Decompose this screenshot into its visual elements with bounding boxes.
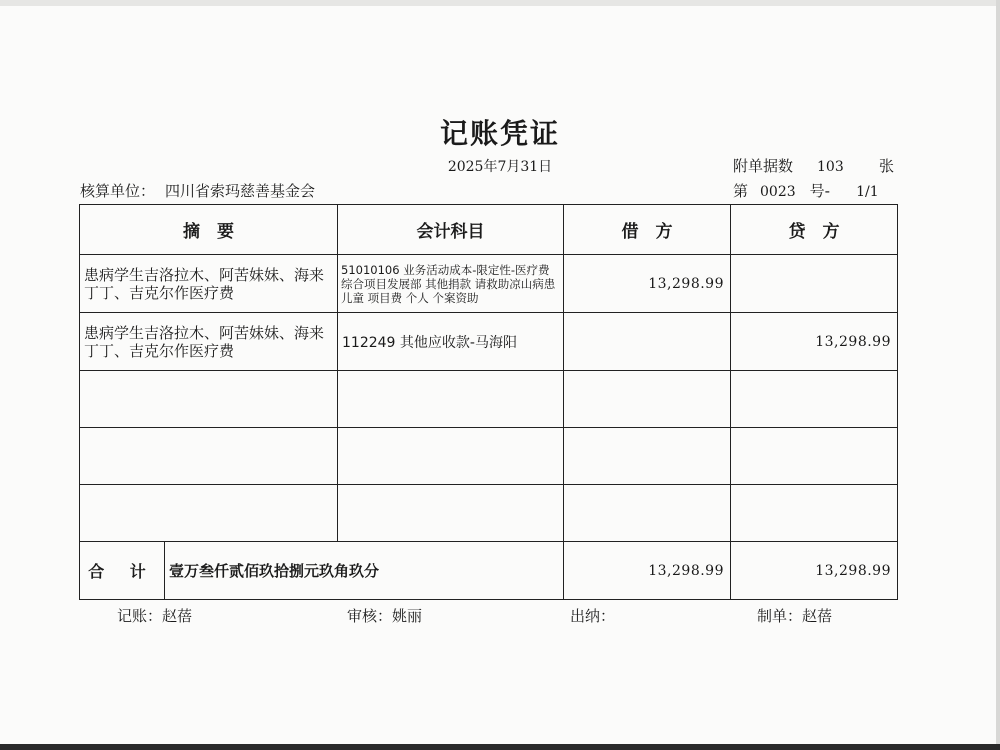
voucher-title: 记账凭证 [439, 117, 560, 150]
entry-debit: 13,298.99 [564, 255, 731, 313]
accounting-unit [80, 180, 315, 201]
voucher-date: 2025年7月31日 [447, 159, 553, 175]
preparer-sign [757, 605, 832, 626]
preparer-name: 赵蓓 [802, 607, 833, 625]
table-row [80, 255, 898, 313]
scan-edge-top [0, 0, 1000, 6]
entry-credit: 13,298.99 [731, 313, 898, 371]
header-account: 会计科目 [338, 205, 564, 255]
header-summary: 摘 要 [80, 205, 338, 255]
table-row [80, 313, 898, 371]
scan-edge-bottom [0, 744, 1000, 750]
total-credit: 13,298.99 [731, 542, 898, 600]
voucher-page: 1/1 [856, 184, 879, 200]
entry-account: 112249 其他应收款-马海阳 [338, 313, 564, 371]
header-credit: 贷 方 [731, 205, 898, 255]
total-amount-in-words: 壹万叁仟贰佰玖拾捌元玖角玖分 [169, 562, 380, 580]
reviewer-sign [347, 605, 422, 626]
entry-summary: 患病学生吉洛拉木、阿苦妹妹、海来丁丁、吉克尔作医疗费 [80, 313, 338, 371]
empty-row [80, 485, 898, 542]
bookkeeper-label: 记账： [117, 607, 163, 625]
attachment-number: 103 [817, 159, 844, 175]
total-label: 合 计 [80, 542, 165, 599]
bookkeeper-name: 赵蓓 [162, 607, 193, 625]
empty-row [80, 428, 898, 485]
accounting-unit-label: 核算单位： [80, 182, 156, 200]
total-cell [80, 542, 564, 600]
header-debit: 借 方 [564, 205, 731, 255]
attachment-unit: 张 [879, 157, 895, 175]
cashier-sign [570, 605, 615, 626]
total-row [80, 542, 898, 600]
entry-debit [564, 313, 731, 371]
entry-credit [731, 255, 898, 313]
entry-account: 51010106 业务活动成本-限定性-医疗费 综合项目发展部 其他捐款 请救助凉山病患儿童 项目费 个人 个案资助 [338, 255, 564, 313]
total-debit: 13,298.99 [564, 542, 731, 600]
reviewer-name: 姚丽 [392, 607, 423, 625]
attachment-count [733, 155, 894, 176]
preparer-label: 制单： [757, 607, 803, 625]
accounting-unit-name: 四川省索玛慈善基金会 [165, 182, 316, 200]
voucher-number-suffix: 号- [809, 182, 831, 200]
reviewer-label: 审核： [347, 607, 393, 625]
voucher-table [79, 204, 898, 600]
cashier-label: 出纳： [570, 607, 616, 625]
table-header-row [80, 205, 898, 255]
voucher-number-value: 0023 [760, 184, 796, 200]
voucher-number-prefix: 第 [733, 182, 749, 200]
bookkeeper-sign [117, 605, 192, 626]
voucher-number [733, 180, 879, 201]
empty-row [80, 371, 898, 428]
attachment-label: 附单据数 [733, 157, 794, 175]
entry-summary: 患病学生吉洛拉木、阿苦妹妹、海来丁丁、吉克尔作医疗费 [80, 255, 338, 313]
